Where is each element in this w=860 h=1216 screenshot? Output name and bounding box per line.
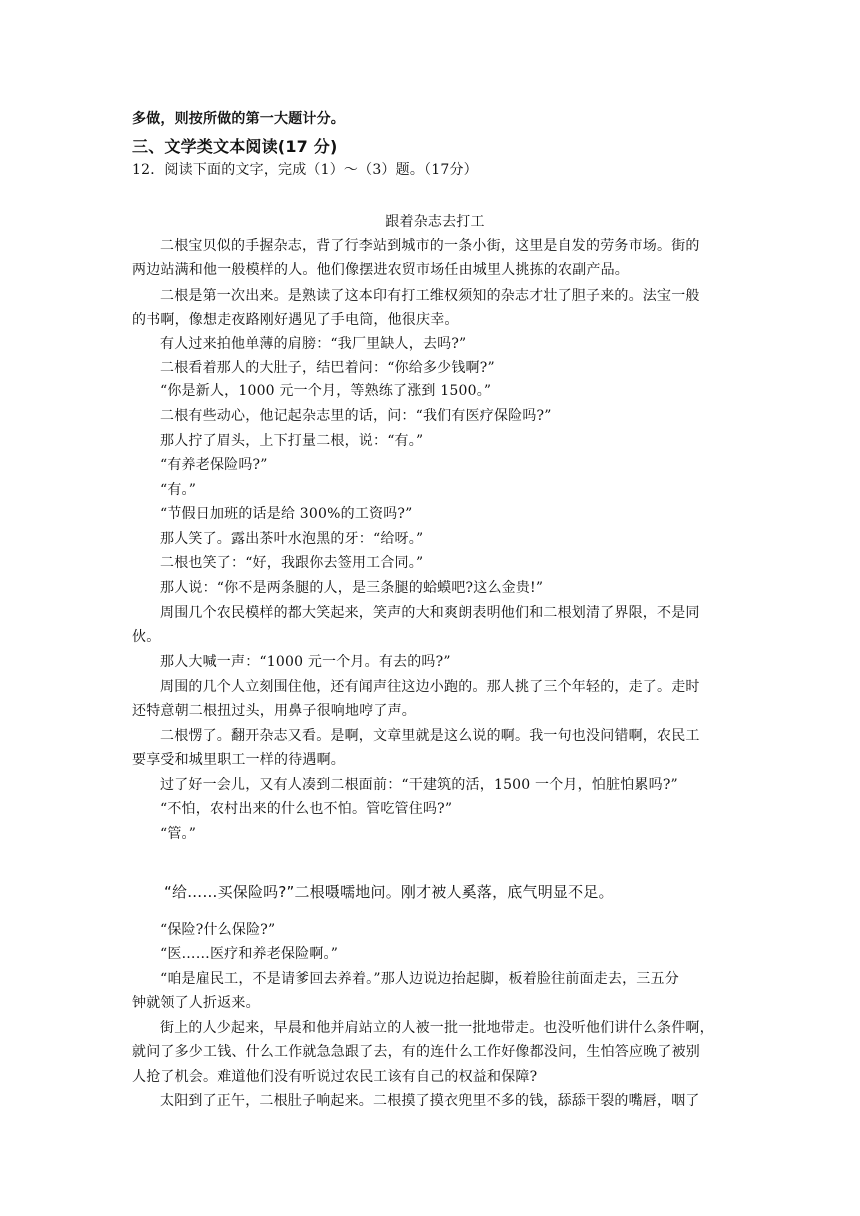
paragraph-line: 二根是第一次出来。是熟读了这本印有打工维权须知的杂志才壮了胆子来的。法宝一般 [160, 288, 700, 304]
paragraph-line: 二根有些动心，他记起杂志里的话，问：“我们有医疗保险吗?” [160, 408, 552, 424]
paragraph-line: 那人笑了。露出茶叶水泡黑的牙：“给呀。” [160, 531, 424, 547]
paragraph-line: 那人大喊一声：“1000 元一个月。有去的吗?” [160, 654, 451, 670]
paragraph-line: 要享受和城里职工一样的待遇啊。 [132, 752, 345, 768]
instruction-continuation: 多做，则按所做的第一大题计分。 [132, 111, 345, 127]
paragraph-line: 就问了多少工钱、什么工作就急急跟了去，有的连什么工作好像都没问，生怕答应晚了被别 [132, 1044, 700, 1060]
section-heading: 三、文学类文本阅读(17 分) [132, 137, 338, 156]
paragraph-line: “医……医疗和养老保险啊。” [160, 946, 339, 962]
paragraph-line: 太阳到了正午，二根肚子响起来。二根摸了摸衣兜里不多的钱，舔舔干裂的嘴唇，咽了 [160, 1093, 700, 1109]
paragraph-line: 伙。 [132, 629, 161, 645]
paragraph-line: 街上的人少起来，早晨和他并肩站立的人被一批一批地带走。也没听他们讲什么条件啊， [160, 1020, 714, 1036]
paragraph-line: 二根愣了。翻开杂志又看。是啊，文章里就是这么说的啊。我一句也没问错啊，农民工 [160, 728, 700, 744]
paragraph-line: 两边站满和他一般模样的人。他们像摆进农贸市场任由城里人挑拣的农副产品。 [132, 262, 629, 278]
paragraph-line: “有。” [160, 482, 197, 498]
paragraph-line: “给……买保险吗?”二根嗫嚅地问。刚才被人奚落，底气明显不足。 [164, 883, 614, 901]
paragraph-line: “管。” [160, 826, 197, 842]
paragraph-line: 周围几个农民模样的都大笑起来，笑声的大和爽朗表明他们和二根划清了界限，不是同 [160, 605, 700, 621]
question-prompt: 12．阅读下面的文字，完成（1）～（3）题。（17分） [132, 162, 478, 178]
paragraph-line: 还特意朝二根扭过头，用鼻子很响地哼了声。 [132, 703, 416, 719]
paragraph-line: “节假日加班的话是给 300%的工资吗?” [160, 506, 413, 522]
paragraph-line: 有人过来拍他单薄的肩膀：“我厂里缺人，去吗?” [160, 336, 467, 352]
paragraph-line: “咱是雇民工，不是请爹回去养着。”那人边说边抬起脚，板着脸往前面走去，三五分 [160, 971, 679, 987]
paragraph-line: 二根看着那人的大肚子，结巴着问：“你给多少钱啊?” [160, 360, 495, 376]
paragraph-line: 过了好一会儿，又有人凑到二根面前：“干建筑的活，1500 一个月，怕脏怕累吗?” [160, 777, 678, 793]
paragraph-line: 二根宝贝似的手握杂志，背了行李站到城市的一条小街，这里是自发的劳务市场。街的 [160, 238, 700, 254]
paragraph-line: 二根也笑了：“好，我跟你去签用工合同。” [160, 555, 424, 571]
paragraph-line: 钟就领了人折返来。 [132, 995, 260, 1011]
paragraph-line: “保险?什么保险?” [160, 922, 276, 938]
paragraph-line: 的书啊，像想走夜路刚好遇见了手电筒，他很庆幸。 [132, 312, 459, 328]
paragraph-line: “你是新人，1000 元一个月，等熟练了涨到 1500。” [160, 383, 492, 399]
paragraph-line: “有养老保险吗?” [160, 457, 268, 473]
paragraph-line: 人抢了机会。难道他们没有听说过农民工该有自己的权益和保障? [132, 1069, 538, 1085]
paragraph-line: 那人拧了眉头，上下打量二根，说：“有。” [160, 433, 424, 449]
story-title: 跟着杂志去打工 [385, 214, 485, 230]
paragraph-line: 那人说：“你不是两条腿的人，是三条腿的蛤蟆吧?这么金贵!” [160, 580, 544, 596]
paragraph-line: “不怕，农村出来的什么也不怕。管吃管住吗?” [160, 801, 453, 817]
paragraph-line: 周围的几个人立刻围住他，还有闻声往这边小跑的。那人挑了三个年轻的，走了。走时 [160, 679, 700, 695]
